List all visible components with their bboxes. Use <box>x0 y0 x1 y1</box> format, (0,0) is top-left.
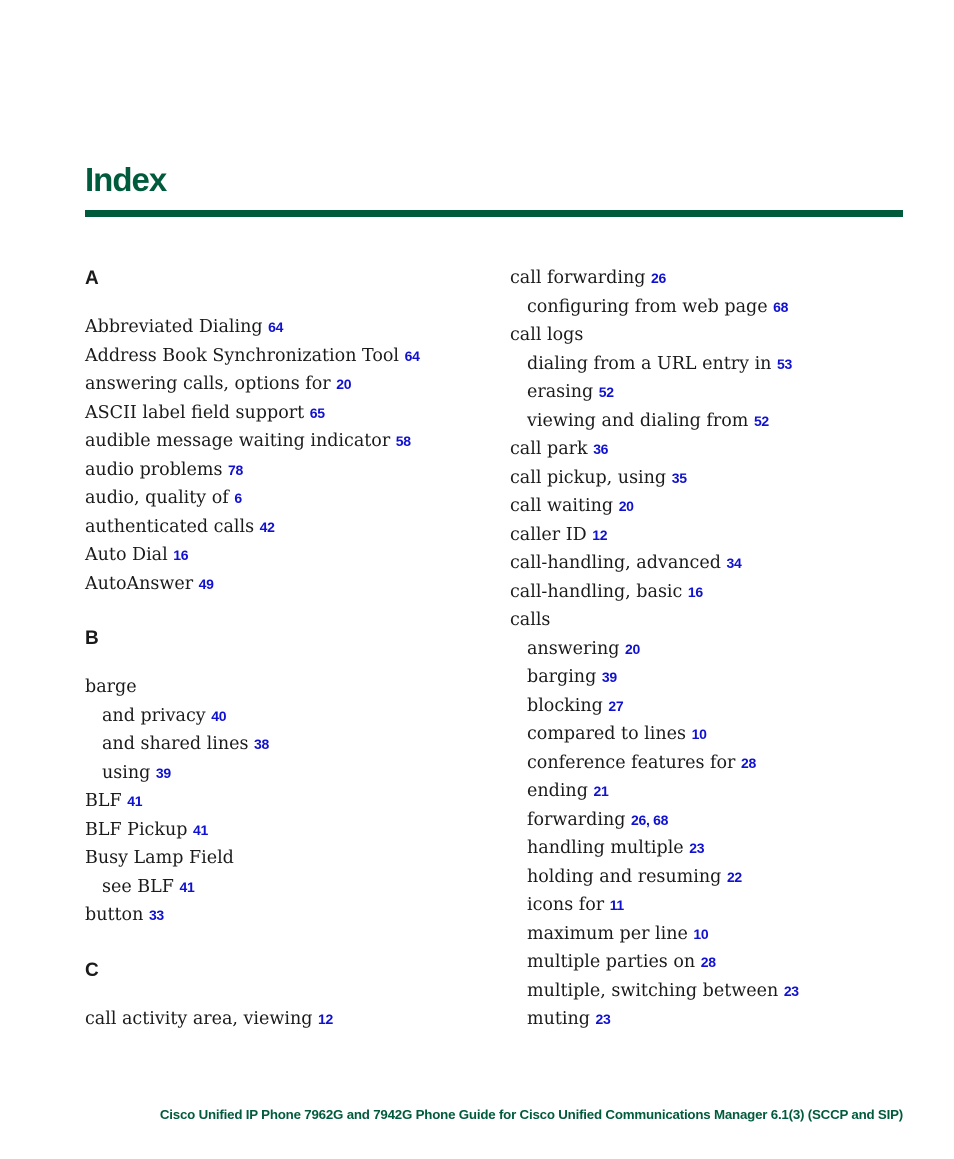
entry-term: audio, quality of <box>85 488 229 508</box>
index-subentry <box>510 635 799 664</box>
page-number-link[interactable]: 22 <box>726 868 742 885</box>
index-subentry <box>510 749 799 778</box>
page-number-link[interactable]: 6 <box>234 490 242 506</box>
index-subentry <box>510 350 799 379</box>
entry-term: Auto Dial <box>85 545 168 565</box>
index-entry <box>510 435 799 464</box>
section-letter: B <box>85 628 99 649</box>
page-number-link[interactable]: 58 <box>395 433 411 449</box>
entry-term: ASCII label field support <box>85 402 305 423</box>
page-number-link[interactable]: 40 <box>211 707 227 724</box>
entry-term: barging <box>527 667 597 687</box>
entry-term: Address Book Synchronization Tool <box>85 345 400 366</box>
entry-term: audio problems <box>85 459 223 480</box>
page-number-link[interactable]: 26, 68 <box>631 811 669 828</box>
page-number-link[interactable]: 21 <box>593 783 609 799</box>
index-entry <box>85 313 420 342</box>
page-number-link[interactable]: 64 <box>404 347 420 364</box>
page-number-link[interactable]: 16 <box>687 583 703 600</box>
entry-term: viewing and dialing from <box>527 410 749 431</box>
index-subentry <box>510 863 799 892</box>
entry-term: call waiting <box>510 496 614 516</box>
index-entry <box>85 673 420 702</box>
entry-term: multiple parties on <box>527 952 696 972</box>
index-subentry <box>85 702 420 731</box>
index-entry <box>510 521 799 550</box>
entry-term: erasing <box>527 382 594 402</box>
index-entry <box>510 549 799 578</box>
page-number-link[interactable]: 39 <box>601 669 617 685</box>
page-number-link[interactable]: 41 <box>179 878 195 895</box>
page-number-link[interactable]: 36 <box>593 441 609 457</box>
page-number-link[interactable]: 12 <box>318 1010 333 1027</box>
entry-term: conference features for <box>527 752 736 773</box>
page-number-link[interactable]: 41 <box>127 793 143 809</box>
page-number-link[interactable]: 23 <box>783 982 799 999</box>
index-subentry <box>510 293 799 322</box>
page-number-link[interactable]: 64 <box>268 319 284 335</box>
section-letter: A <box>85 268 99 289</box>
index-subentry <box>510 692 799 721</box>
entry-term: answering calls, options for <box>85 374 331 394</box>
entry-term: calls <box>510 610 551 630</box>
index-entry <box>510 606 799 635</box>
index-subentry <box>510 378 799 407</box>
page-number-link[interactable]: 28 <box>700 954 716 970</box>
entry-term: BLF Pickup <box>85 819 188 840</box>
page-number-link[interactable]: 35 <box>671 469 687 486</box>
entry-term: forwarding <box>527 809 626 830</box>
index-entry <box>85 427 420 456</box>
entry-term: call forwarding <box>510 268 646 288</box>
page-number-link[interactable]: 49 <box>198 575 214 592</box>
entry-term: multiple, switching between <box>527 980 779 1001</box>
index-entry <box>85 844 420 873</box>
entry-term: muting <box>527 1009 590 1029</box>
index-subentry <box>510 948 799 977</box>
entry-term: button <box>85 905 144 925</box>
page-number-link[interactable]: 10 <box>693 925 709 942</box>
page-number-link[interactable]: 23 <box>595 1011 611 1027</box>
entry-term: ending <box>527 781 588 801</box>
index-subentry <box>510 977 799 1006</box>
index-entry <box>85 1005 420 1034</box>
entry-term: using <box>102 762 151 783</box>
entry-term: authenticated calls <box>85 516 255 537</box>
entry-term: barge <box>85 677 137 697</box>
entry-term: and privacy <box>102 705 206 726</box>
entry-term: caller ID <box>510 524 587 545</box>
entry-term: call logs <box>510 325 584 345</box>
index-entry <box>85 456 420 485</box>
index-subentry <box>510 1005 799 1034</box>
page-number-link[interactable]: 41 <box>193 821 208 838</box>
entry-term: call-handling, advanced <box>510 553 721 573</box>
index-column-right <box>510 264 799 1034</box>
index-entry <box>85 816 420 845</box>
index-subentry <box>510 806 799 835</box>
entry-term: BLF <box>85 791 122 811</box>
entry-term: call-handling, basic <box>510 581 683 602</box>
entry-term: icons for <box>527 895 605 915</box>
entry-term: dialing from a URL entry in <box>527 353 772 374</box>
index-entry <box>85 513 420 542</box>
page-number-link[interactable]: 38 <box>254 736 270 752</box>
entry-term: call pickup, using <box>510 467 667 488</box>
page-number-link[interactable]: 20 <box>625 640 641 657</box>
page-title: Index <box>85 161 167 198</box>
index-entry <box>510 492 799 521</box>
index-subentry <box>85 873 420 902</box>
index-subentry <box>510 777 799 806</box>
index-subentry <box>510 920 799 949</box>
entry-term: answering <box>527 638 620 659</box>
index-subentry <box>510 663 799 692</box>
entry-term: call activity area, viewing <box>85 1008 313 1029</box>
page-number-link[interactable]: 42 <box>259 518 275 535</box>
index-subentry <box>85 730 420 759</box>
index-subentry <box>510 834 799 863</box>
page-number-link[interactable]: 28 <box>740 754 756 771</box>
page-number-link[interactable]: 52 <box>598 384 614 400</box>
index-entry <box>85 541 420 570</box>
index-entry <box>85 399 420 428</box>
entry-term: configuring from web page <box>527 296 768 317</box>
page-number-link[interactable]: 10 <box>691 726 707 742</box>
section-letter: C <box>85 959 99 981</box>
page-number-link[interactable]: 78 <box>228 461 243 478</box>
title-rule <box>85 210 903 217</box>
index-subentry <box>510 407 799 436</box>
page-number-link[interactable]: 27 <box>608 697 624 714</box>
page-number-link[interactable]: 52 <box>753 412 769 429</box>
index-entry <box>85 787 420 816</box>
entry-term: AutoAnswer <box>85 573 194 594</box>
index-entry <box>510 464 799 493</box>
index-entry <box>85 901 420 930</box>
entry-term: compared to lines <box>527 724 686 744</box>
entry-term: and shared lines <box>102 734 249 754</box>
entry-term: holding and resuming <box>527 866 722 887</box>
index-entry <box>510 578 799 607</box>
page-number-link[interactable]: 65 <box>309 404 325 421</box>
index-subentry <box>510 891 799 920</box>
index-entry <box>510 264 799 293</box>
entry-term: blocking <box>527 695 603 716</box>
page-number-link[interactable]: 26 <box>651 270 666 286</box>
page-number-link[interactable]: 23 <box>689 840 705 856</box>
footer-title: Cisco Unified IP Phone 7962G and 7942G Phone Guide for Cisco Unified Communications Manager 6.1(3) (SCCP and SIP) <box>159 1107 903 1122</box>
entry-term: Busy Lamp Field <box>85 848 234 868</box>
page-number-link[interactable]: 53 <box>777 355 793 372</box>
index-entry <box>85 370 420 399</box>
entry-term: see BLF <box>102 876 174 897</box>
page-number-link[interactable]: 34 <box>726 555 742 571</box>
entry-term: maximum per line <box>527 923 688 944</box>
page-number-link[interactable]: 33 <box>148 907 164 923</box>
page-number-link[interactable]: 39 <box>155 764 171 781</box>
page-number-link[interactable]: 20 <box>336 376 352 392</box>
index-entry <box>85 570 420 599</box>
index-entry <box>85 342 420 371</box>
page-number-link[interactable]: 16 <box>173 547 189 563</box>
page-number-link[interactable]: 11 <box>609 897 624 913</box>
index-column-left <box>85 264 420 1033</box>
entry-term: handling multiple <box>527 838 684 858</box>
entry-term: call park <box>510 439 588 459</box>
index-subentry <box>510 720 799 749</box>
page-number-link[interactable]: 20 <box>618 498 634 514</box>
entry-term: Abbreviated Dialing <box>85 317 263 337</box>
page-number-link[interactable]: 68 <box>773 298 789 315</box>
page-number-link[interactable]: 12 <box>592 526 608 543</box>
entry-term: audible message waiting indicator <box>85 431 391 451</box>
index-entry <box>85 484 420 513</box>
index-entry <box>510 321 799 350</box>
index-subentry <box>85 759 420 788</box>
